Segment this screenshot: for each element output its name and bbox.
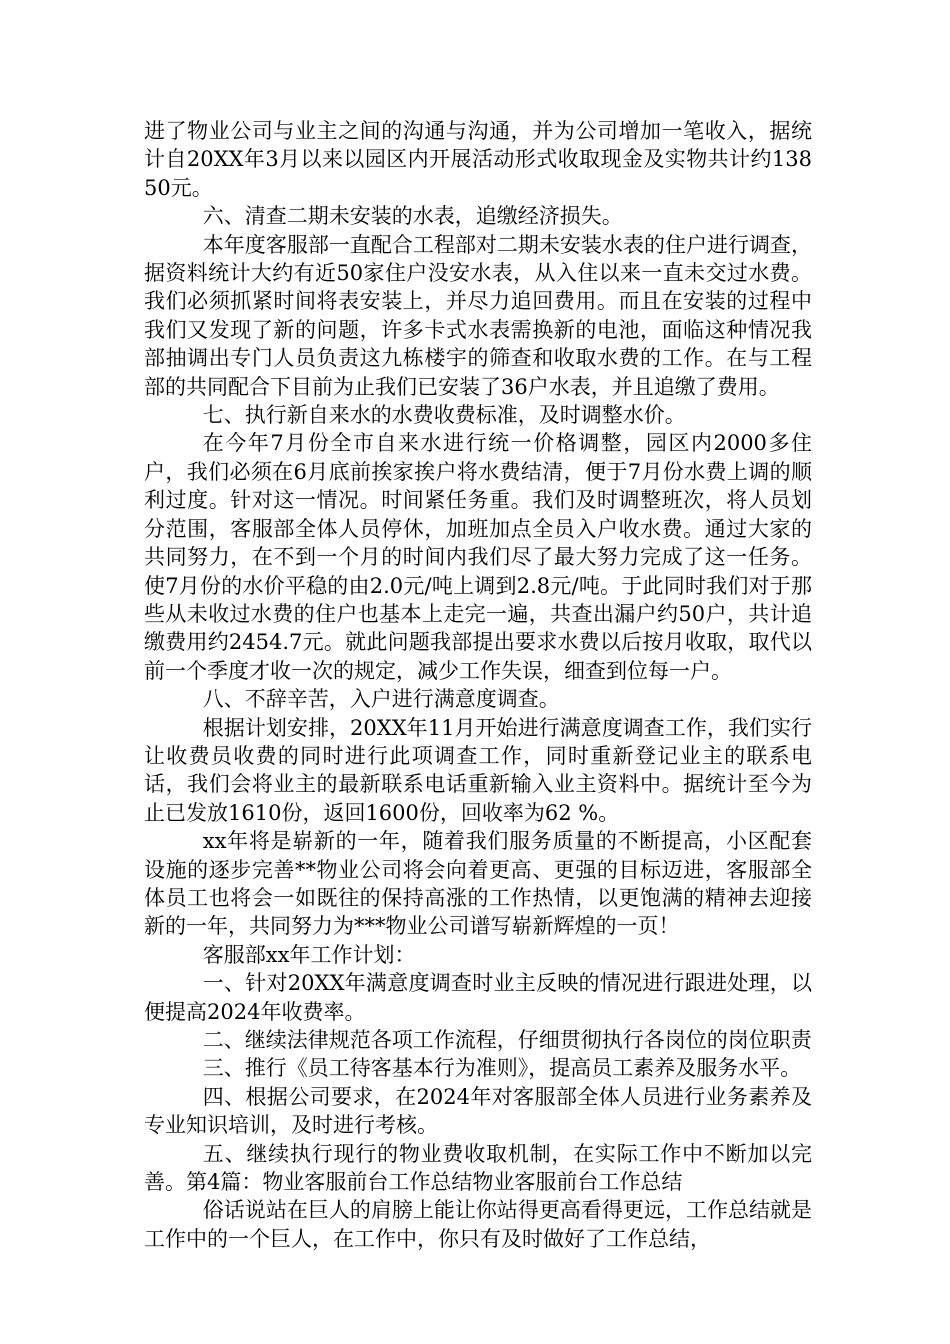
plan-item-two: 二、继续法律规范各项工作流程，仔细贯彻执行各岗位的岗位职责 — [202, 1028, 812, 1052]
plan-item-one: 一、针对20XX年满意度调查时业主反映的情况进行跟进处理，以便提高2024年收费率。 — [144, 971, 812, 1024]
section-heading-eight: 八、不辞辛苦，入户进行满意度调查。 — [202, 687, 560, 712]
plan-item-three: 三、推行《员工待客基本行为准则》，提高员工素养及服务水平。 — [202, 1056, 802, 1081]
plan-item-four: 四、根据公司要求，在2024年对客服部全体人员进行业务素养及专业知识培训，及时进行考核。 — [144, 1084, 812, 1138]
paragraph-outlook: xx年将是崭新的一年，随着我们服务质量的不断提高，小区配套设施的逐步完善**物业公司将会向着更高、更强的目标迈进，客服部全体员工也将会一如既往的保持高涨的工作热情，以更饱满的精神去迎接新的一年，共同努力为***物业公司谱写崭新辉煌的一页！ — [144, 829, 812, 939]
paragraph-water-meter: 本年度客服部一直配合工程部对二期未安装水表的住户进行调查，据资料统计大约有近50家住户没安水表，从入住以来一直未交过水费。我们必须抓紧时间将表安装上，并尽力追回费用。而且在安装的过程中我们又发现了新的问题，许多卡式水表需换新的电池，面临这种情况我部抽调出专门人员负责这九栋楼宇的筛查和收取水费的工作。在与工程部的共同配合下目前为止我们已安装了36户水表，并且追缴了费用。 — [144, 232, 812, 399]
paragraph-satisfaction-survey: 根据计划安排，20XX年11月开始进行满意度调查工作，我们实行让收费员收费的同时进行此项调查工作，同时重新登记业主的联系电话，我们会将业主的最新联系电话重新输入业主资料中。据统计至今为止已发放1610份，返回1600份，回收率为62 %。 — [144, 715, 812, 825]
work-plan-heading: 客服部xx年工作计划： — [202, 942, 416, 967]
document-page — [144, 117, 812, 1253]
paragraph-water-price: 在今年7月份全市自来水进行统一价格调整，园区内2000多住户，我们必须在6月底前挨家挨户将水费结清，便于7月份水费上调的顺利过度。针对这一情况。时间紧任务重。我们及时调整班次，将人员划分范围，客服部全体人员停休，加班加点全员入户收水费。通过大家的共同努力，在不到一个月的时间内我们尽了最大努力完成了这一任务。使7月份的水价平稳的由2.0元/吨上调到2.8元/吨。于此同时我们对于那些从未收过水费的住户也基本上走完一遍，共查出漏户约50户，共计追缴费用约2454.7元。就此问题我部提出要求水费以后按月收取，取代以前一个季度才收一次的规定，减少工作失误，细查到位每一户。 — [144, 431, 812, 683]
section-heading-seven: 七、执行新自来水的水费收费标准，及时调整水价。 — [202, 403, 686, 428]
plan-item-five: 五、继续执行现行的物业费收取机制，在实际工作中不断加以完善。第4篇：物业客服前台工作总结物业客服前台工作总结 — [144, 1141, 812, 1195]
section-heading-six: 六、清查二期未安装的水表，追缴经济损失。 — [202, 204, 623, 229]
paragraph-intro-continuation: 进了物业公司与业主之间的沟通与沟通，并为公司增加一笔收入，据统计自20XX年3月以来以园区内开展活动形式收取现金及实物共计约13850元。 — [144, 119, 812, 200]
paragraph-summary-intro: 俗话说站在巨人的肩膀上能让你站得更高看得更远，工作总结就是工作中的一个巨人，在工作中，你只有及时做好了工作总结， — [144, 1198, 812, 1251]
